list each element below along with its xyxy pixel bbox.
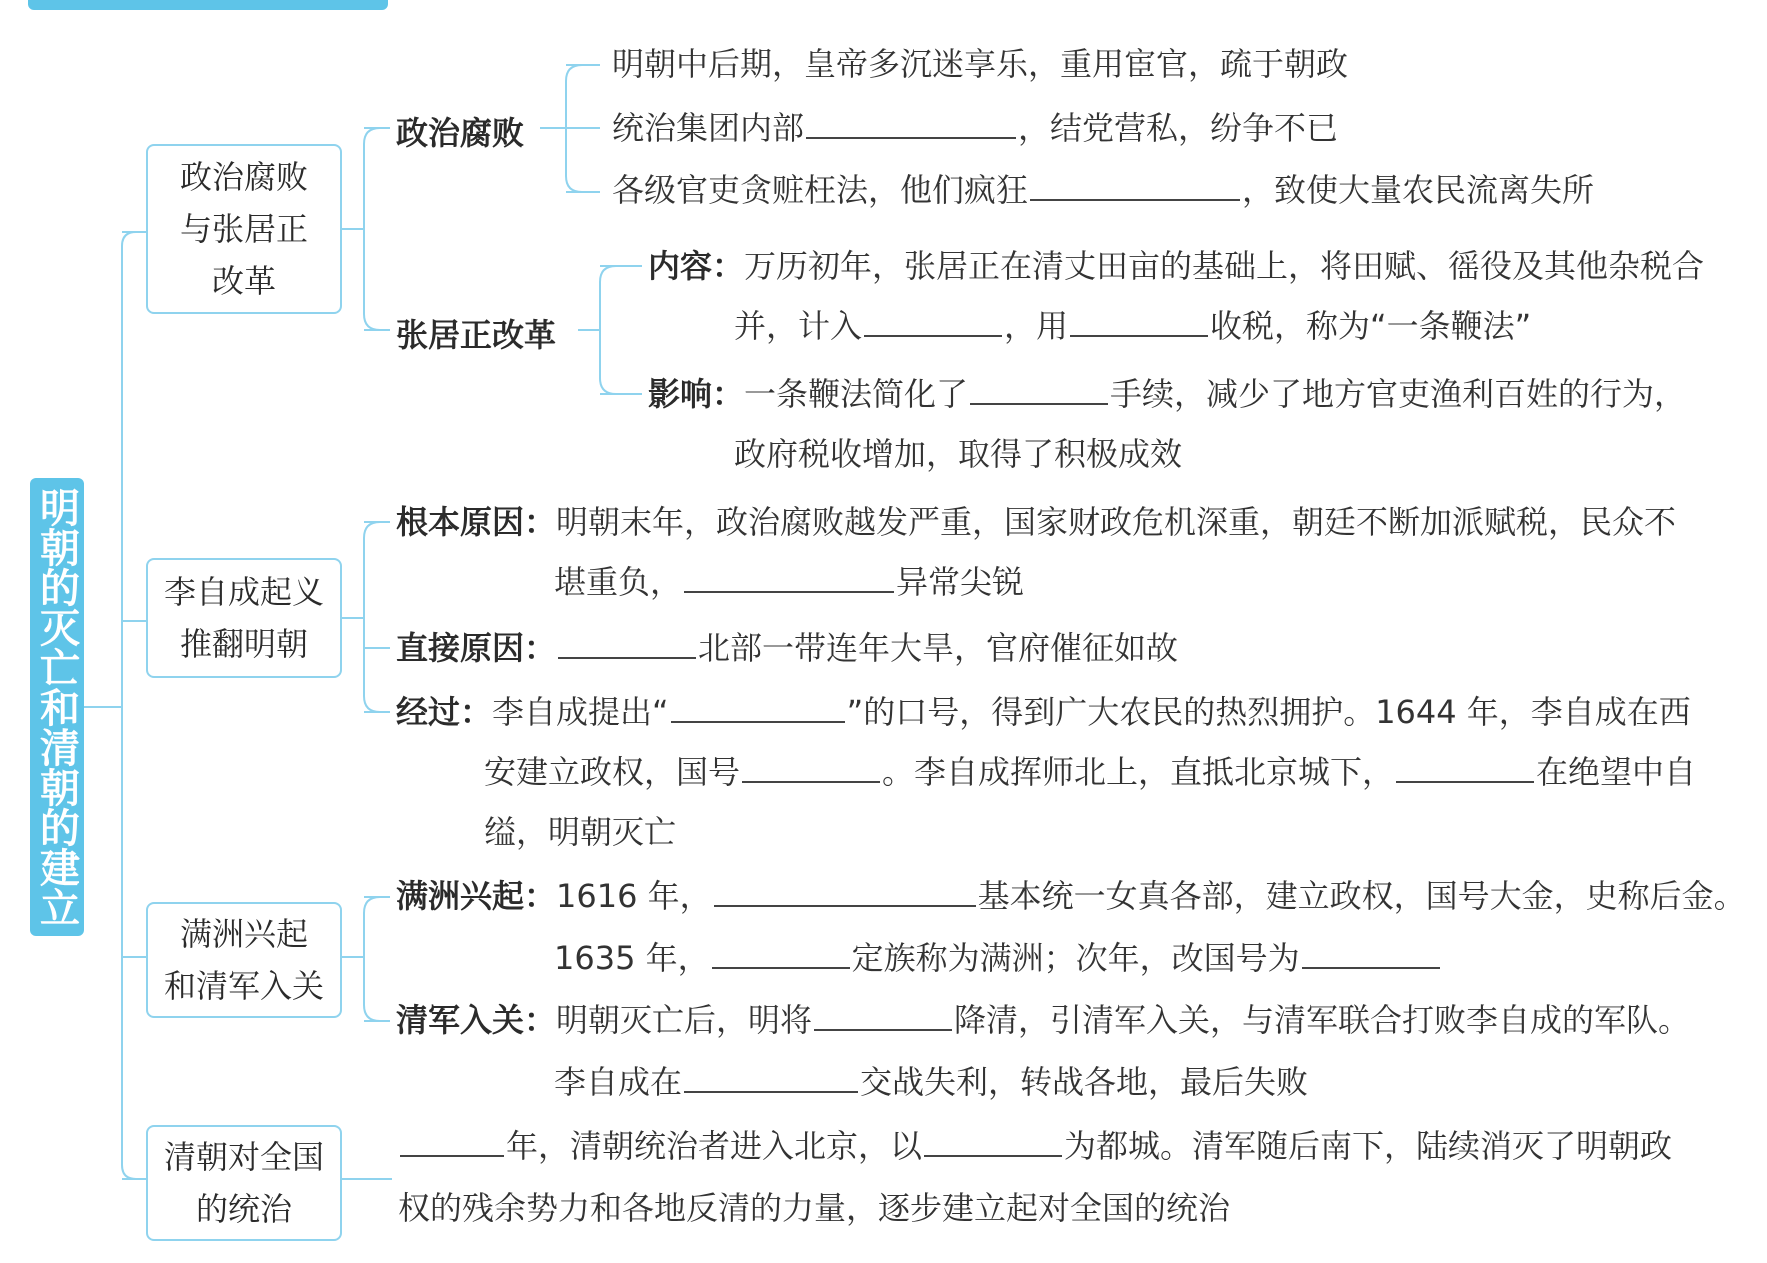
uprising-process: 经过：李自成提出“ ”的口号，得到广大农民的热烈拥护。1644 年，李自成在西 [396, 693, 1691, 731]
blank [806, 107, 1016, 139]
blank [558, 627, 696, 659]
topic-title: 清朝对全国 的统治 [163, 1138, 324, 1228]
reform-impact: 影响：一条鞭法简化了 手续，减少了地方官吏渔利百姓的行为， [648, 375, 1687, 413]
qing-rule-line-2: 权的残余势力和各地反清的力量，逐步建立起对全国的统治 [398, 1189, 1231, 1227]
blank [714, 875, 976, 907]
blank [684, 1061, 858, 1093]
topic-title: 政治腐败 与张居正 改革 [179, 158, 308, 300]
qing-army-entry: 清军入关：明朝灭亡后，明将 降清，引清军入关，与清军联合打败李自成的军队。 [396, 1001, 1691, 1039]
uprising-direct-cause: 直接原因： 北部一带连年大旱，官府催征如故 [396, 629, 1179, 667]
corruption-line-2: 统治集团内部 ，结党营私，纷争不已 [612, 109, 1339, 147]
blank [814, 999, 952, 1031]
reform-content: 内容：万历初年，张居正在清丈田亩的基础上，将田赋、徭役及其他杂税合 [648, 247, 1705, 285]
topic-li-zicheng-uprising [146, 558, 342, 678]
topic-qing-rule [146, 1125, 342, 1241]
blank [742, 751, 880, 783]
uprising-root-cause-2: 堪重负， 异常尖锐 [554, 563, 1025, 601]
reform-content-2: 并，计入 ，用 收税，称为“一条鞭法” [734, 307, 1532, 345]
corruption-line-3: 各级官吏贪赃枉法，他们疯狂 ，致使大量农民流离失所 [612, 171, 1595, 209]
topic-title: 李自成起义 推翻明朝 [163, 573, 324, 663]
uprising-process-2: 安建立政权，国号 。李自成挥师北上，直抵北京城下， 在绝望中自 [484, 753, 1697, 791]
blank [1030, 169, 1240, 201]
qing-army-entry-2: 李自成在 交战失利，转战各地，最后失败 [554, 1063, 1309, 1101]
topic-manchu-rise [146, 902, 342, 1018]
blank [684, 561, 894, 593]
blank [970, 373, 1108, 405]
blank [1396, 751, 1534, 783]
uprising-root-cause: 根本原因：明朝末年，政治腐败越发严重，国家财政危机深重，朝廷不断加派赋税，民众不 [396, 503, 1677, 541]
manchu-rise-2: 1635 年， 定族称为满洲；次年，改国号为 [554, 928, 1442, 988]
blank [864, 305, 1002, 337]
topic-political-corruption-reform [146, 144, 342, 314]
reform-impact-2: 政府税收增加，取得了积极成效 [734, 435, 1183, 473]
uprising-process-3: 缢，明朝灭亡 [484, 813, 677, 851]
topic-title: 满洲兴起 和清军入关 [163, 915, 324, 1005]
blank [1070, 305, 1208, 337]
blank [712, 937, 850, 969]
corruption-line-1: 明朝中后期，皇帝多沉迷享乐，重用宦官，疏于朝政 [612, 45, 1349, 83]
blank [671, 691, 845, 723]
root-title: 明朝的灭亡和清朝的建立 [33, 487, 80, 927]
blank [400, 1125, 504, 1157]
label-political-corruption: 政治腐败 [396, 114, 525, 152]
blank [1302, 937, 1440, 969]
qing-rule-line-1: 年，清朝统治者进入北京，以 为都城。清军随后南下，陆续消灭了明朝政 [398, 1116, 1672, 1176]
manchu-rise: 满洲兴起：1616 年， 基本统一女真各部，建立政权，国号大金，史称后金。 [396, 877, 1746, 915]
blank [924, 1125, 1062, 1157]
root-topic [30, 478, 84, 936]
label-zhang-juzheng-reform: 张居正改革 [396, 316, 557, 354]
